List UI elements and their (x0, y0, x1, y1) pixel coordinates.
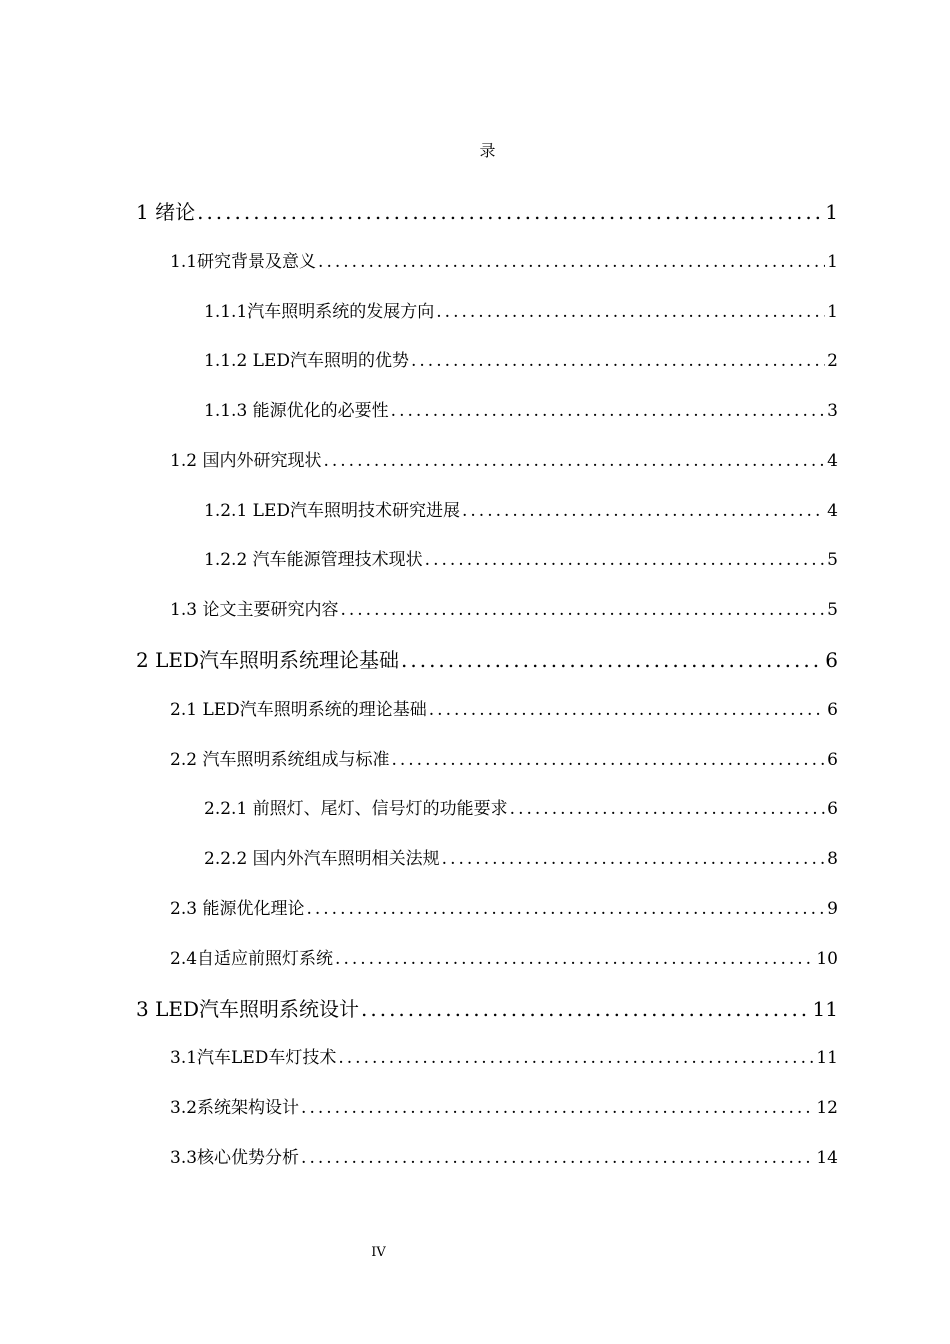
toc-entry-1-2-1[interactable] (204, 497, 838, 525)
toc-entry-title: 3.3核心优势分析 (170, 1148, 300, 1168)
toc-entry-1-1-1[interactable] (204, 298, 838, 326)
toc-entry-2-4[interactable] (170, 945, 838, 973)
toc-entry-title: 2.3 能源优化理论 (170, 899, 305, 919)
toc-entry-title: 3 LED汽车照明系统设计 (136, 997, 359, 1021)
toc-entry-2-2-2[interactable] (204, 845, 838, 873)
toc-page-number: 1 (827, 302, 838, 322)
toc-page-number: 3 (827, 401, 838, 421)
toc-entry-1-3[interactable] (170, 596, 838, 624)
toc-page-number: 9 (827, 899, 838, 919)
toc-entry-title: 2.2 汽车照明系统组成与标准 (170, 750, 390, 770)
toc-entry-title: 2.4自适应前照灯系统 (170, 949, 334, 969)
toc-leader-dots (391, 746, 825, 774)
toc-entry-title: 3.2系统架构设计 (170, 1098, 300, 1118)
toc-leader-dots (318, 248, 825, 276)
page-title: 录 (479, 141, 496, 160)
toc-entry-title: 1.2.2 汽车能源管理技术现状 (204, 550, 423, 570)
toc-page-number: 6 (827, 700, 838, 720)
toc-page-number: 6 (827, 799, 838, 819)
toc-leader-dots (429, 696, 825, 724)
toc-entry-1-1[interactable] (170, 248, 838, 276)
toc-page-number: 1 (825, 200, 838, 224)
toc-leader-dots (340, 596, 825, 624)
toc-leader-dots (197, 198, 823, 226)
toc-leader-dots (323, 447, 825, 475)
toc-entry-title: 1.3 论文主要研究内容 (170, 600, 339, 620)
toc-entry-1-1-3[interactable] (204, 397, 838, 425)
toc-entry-title: 2.1 LED汽车照明系统的理论基础 (170, 700, 427, 720)
toc-page-number: 8 (827, 849, 838, 869)
toc-leader-dots (401, 646, 823, 674)
toc-page-number: 6 (825, 648, 838, 672)
toc-leader-dots (361, 995, 811, 1023)
toc-entry-2-3[interactable] (170, 895, 838, 923)
footer-page-number: IV (371, 1245, 386, 1260)
toc-leader-dots (411, 347, 825, 375)
toc-entry-title: 2 LED汽车照明系统理论基础 (136, 648, 399, 672)
toc-entry-1-1-2[interactable] (204, 347, 838, 375)
toc-page-number: 11 (812, 997, 838, 1021)
toc-entry-title: 2.2.2 国内外汽车照明相关法规 (204, 849, 440, 869)
toc-leader-dots (510, 795, 826, 823)
toc-entry-2[interactable] (136, 646, 838, 674)
toc-entry-title: 1 绪论 (136, 200, 196, 224)
toc-entry-2-1[interactable] (170, 696, 838, 724)
toc-entry-3[interactable] (136, 995, 838, 1023)
toc-entry-3-2[interactable] (170, 1094, 838, 1122)
toc-leader-dots (442, 845, 826, 873)
toc-entry-title: 1.1.1汽车照明系统的发展方向 (204, 302, 435, 322)
toc-leader-dots (335, 945, 814, 973)
toc-leader-dots (338, 1044, 814, 1072)
toc-entry-1-2[interactable] (170, 447, 838, 475)
toc-leader-dots (301, 1144, 814, 1172)
toc-entry-3-1[interactable] (170, 1044, 838, 1072)
toc-leader-dots (425, 546, 826, 574)
toc-entry-title: 3.1汽车LED车灯技术 (170, 1048, 337, 1068)
toc-page-number: 4 (827, 501, 838, 521)
toc-entry-title: 2.2.1 前照灯、尾灯、信号灯的功能要求 (204, 799, 508, 819)
toc-leader-dots (306, 895, 825, 923)
toc-page-number: 6 (827, 750, 838, 770)
toc-entry-1-2-2[interactable] (204, 546, 838, 574)
toc-entry-3-3[interactable] (170, 1144, 838, 1172)
toc-leader-dots (391, 397, 826, 425)
toc-page-number: 14 (816, 1148, 838, 1168)
toc-page-number: 10 (816, 949, 838, 969)
toc-page-number: 5 (827, 600, 838, 620)
toc-page-number: 4 (827, 451, 838, 471)
toc-leader-dots (462, 497, 825, 525)
toc-leader-dots (436, 298, 825, 326)
toc-entry-2-2-1[interactable] (204, 795, 838, 823)
toc-page-number: 1 (827, 252, 838, 272)
toc-entry-title: 1.1.2 LED汽车照明的优势 (204, 351, 409, 371)
toc-entry-title: 1.2.1 LED汽车照明技术研究进展 (204, 501, 460, 521)
toc-page-number: 2 (827, 351, 838, 371)
toc-page-number: 5 (827, 550, 838, 570)
toc-entry-2-2[interactable] (170, 746, 838, 774)
toc-entry-title: 1.1研究背景及意义 (170, 252, 317, 272)
toc-leader-dots (301, 1094, 814, 1122)
toc-entry-title: 1.2 国内外研究现状 (170, 451, 322, 471)
toc-page-number: 11 (816, 1048, 838, 1068)
toc-entry-1[interactable] (136, 198, 838, 226)
toc-page-number: 12 (816, 1098, 838, 1118)
toc-entry-title: 1.1.3 能源优化的必要性 (204, 401, 389, 421)
